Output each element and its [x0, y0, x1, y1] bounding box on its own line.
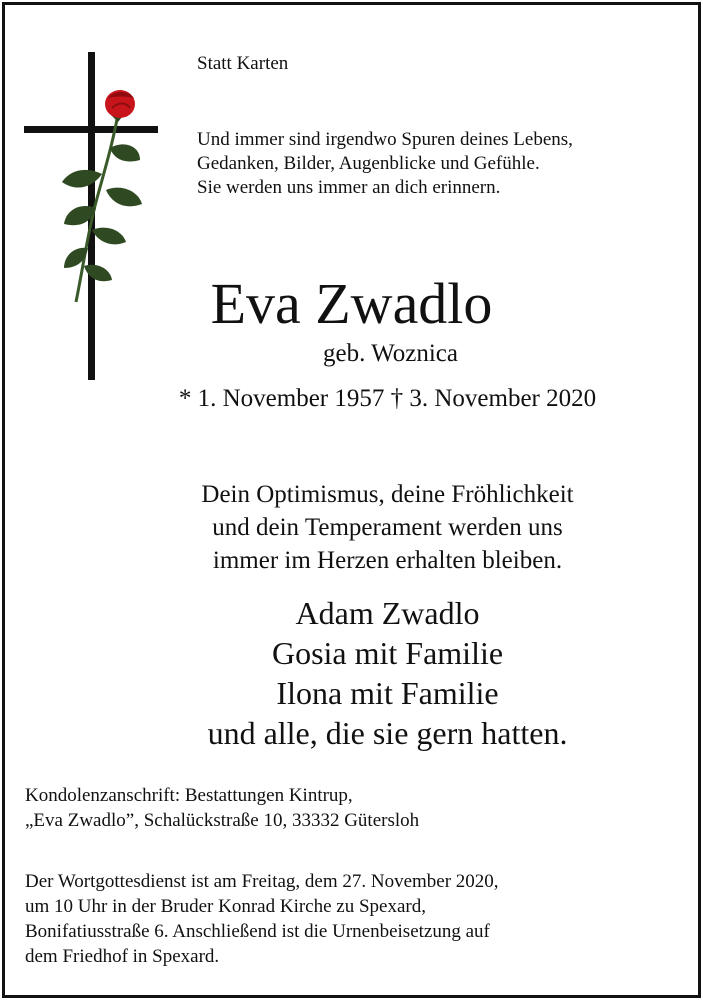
condolence-address: [25, 783, 419, 833]
family-line: Ilona mit Familie: [276, 675, 499, 711]
quote-line: Sie werden uns immer an dich erinnern.: [197, 177, 501, 198]
family-signatories: [0, 593, 703, 753]
service-details: [25, 869, 499, 969]
memorial-quote: [197, 128, 573, 200]
service-line: Der Wortgottesdienst ist am Freitag, dem 27. November 2020,: [25, 871, 499, 892]
service-line: dem Friedhof in Spexard.: [25, 946, 220, 967]
service-line: um 10 Uhr in der Bruder Konrad Kirche zu Spexard,: [25, 896, 426, 917]
life-dates: * 1. November 1957 † 3. November 2020: [178, 385, 597, 412]
header-statt-karten: Statt Karten: [197, 53, 289, 74]
deceased-name: Eva Zwadlo: [210, 271, 493, 336]
tribute-line: Dein Optimismus, deine Fröhlichkeit: [201, 481, 574, 508]
family-line: Adam Zwadlo: [295, 595, 480, 631]
condolence-line: „Eva Zwadlo”, Schalückstraße 10, 33332 Gütersloh: [25, 810, 420, 831]
quote-line: Gedanken, Bilder, Augenblicke und Gefühle.: [197, 153, 540, 174]
tribute-line: immer im Herzen erhalten bleiben.: [212, 547, 563, 574]
tribute-line: und dein Temperament werden uns: [212, 514, 563, 541]
maiden-name: geb. Woznica: [323, 340, 458, 367]
quote-line: Und immer sind irgendwo Spuren deines Lebens,: [197, 129, 573, 150]
family-line: Gosia mit Familie: [271, 635, 504, 671]
service-line: Bonifatiusstraße 6. Anschließend ist die Urnenbeisetzung auf: [25, 921, 490, 942]
tribute-text: [0, 478, 703, 577]
condolence-line: Kondolenzanschrift: Bestattungen Kintrup,: [25, 785, 353, 806]
family-line: und alle, die sie gern hatten.: [207, 715, 568, 751]
